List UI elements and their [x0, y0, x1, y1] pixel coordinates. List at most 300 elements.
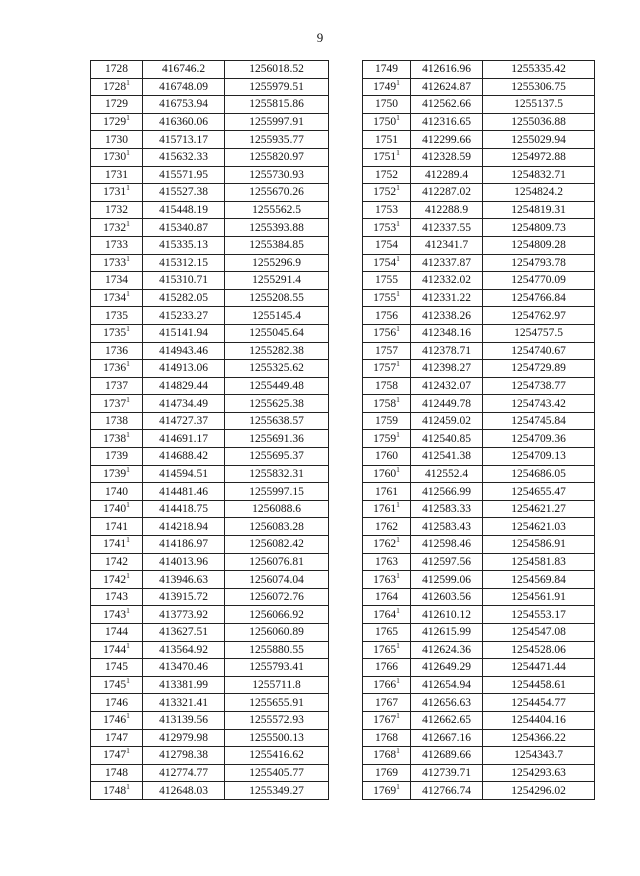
- point-number-cell: [91, 78, 143, 96]
- point-number: 1767: [375, 696, 398, 709]
- point-number: 1748: [105, 767, 128, 780]
- point-number-cell: [91, 219, 143, 237]
- point-number-cell: [91, 676, 143, 694]
- point-number: 1768: [373, 749, 397, 762]
- point-suffix: 1: [396, 113, 400, 123]
- table-row: [91, 553, 329, 571]
- table-row: [363, 465, 595, 483]
- y-coordinate-cell: 1255208.55: [225, 289, 329, 307]
- y-coordinate-cell: 1254819.31: [483, 201, 595, 219]
- table-row: [91, 465, 329, 483]
- coordinates-table-left: [90, 60, 329, 800]
- y-coordinate-cell: 1256060.89: [225, 624, 329, 642]
- y-coordinate-cell: 1254471.44: [483, 659, 595, 677]
- x-coordinate-cell: 412562.66: [411, 96, 483, 114]
- y-coordinate-cell: 1255137.5: [483, 96, 595, 114]
- point-number: 1764: [375, 591, 398, 604]
- point-number: 1751: [375, 133, 398, 146]
- y-coordinate-cell: 1254458.61: [483, 676, 595, 694]
- table-row: [91, 606, 329, 624]
- x-coordinate-cell: 413915.72: [143, 588, 225, 606]
- point-number: 1755: [375, 274, 398, 287]
- point-number: 1737: [105, 379, 128, 392]
- point-number: 1755: [373, 292, 397, 305]
- point-suffix: 1: [126, 218, 130, 228]
- table-row: [91, 641, 329, 659]
- y-coordinate-cell: 1254729.89: [483, 360, 595, 378]
- point-number: 1749: [375, 63, 398, 76]
- point-number-cell: [363, 254, 411, 272]
- y-coordinate-cell: 1255349.27: [225, 782, 329, 800]
- table-row: [91, 711, 329, 729]
- y-coordinate-cell: 1256088.6: [225, 500, 329, 518]
- point-suffix: 1: [126, 394, 130, 404]
- y-coordinate-cell: 1254553.17: [483, 606, 595, 624]
- x-coordinate-cell: 414913.06: [143, 360, 225, 378]
- point-number-cell: [363, 500, 411, 518]
- point-number-cell: [91, 96, 143, 114]
- point-number: 1762: [375, 520, 398, 533]
- point-number-cell: [91, 764, 143, 782]
- table-row: [363, 166, 595, 184]
- point-number: 1737: [103, 397, 127, 410]
- point-number: 1752: [375, 168, 398, 181]
- x-coordinate-cell: 412610.12: [411, 606, 483, 624]
- x-coordinate-cell: 414481.46: [143, 483, 225, 501]
- y-coordinate-cell: 1256083.28: [225, 518, 329, 536]
- point-suffix: 1: [126, 605, 130, 615]
- table-row: [91, 201, 329, 219]
- point-number-cell: [363, 588, 411, 606]
- y-coordinate-cell: 1254743.42: [483, 395, 595, 413]
- x-coordinate-cell: 416748.09: [143, 78, 225, 96]
- point-number-cell: [363, 360, 411, 378]
- table-row: [363, 711, 595, 729]
- x-coordinate-cell: 415335.13: [143, 236, 225, 254]
- point-number-cell: [91, 236, 143, 254]
- table-row: [91, 307, 329, 325]
- y-coordinate-cell: 1255997.91: [225, 113, 329, 131]
- y-coordinate-cell: 1254621.03: [483, 518, 595, 536]
- point-number-cell: [91, 641, 143, 659]
- point-number-cell: [363, 166, 411, 184]
- table-row: [363, 131, 595, 149]
- point-number: 1757: [373, 362, 397, 375]
- table-row: [363, 483, 595, 501]
- x-coordinate-cell: 412288.9: [411, 201, 483, 219]
- y-coordinate-cell: 1254809.73: [483, 219, 595, 237]
- x-coordinate-cell: 412979.98: [143, 729, 225, 747]
- y-coordinate-cell: 1254366.22: [483, 729, 595, 747]
- table-row: [91, 78, 329, 96]
- point-number-cell: [91, 571, 143, 589]
- point-suffix: 1: [396, 324, 400, 334]
- table-row: [91, 729, 329, 747]
- point-number: 1751: [373, 151, 397, 164]
- point-number: 1747: [105, 731, 128, 744]
- x-coordinate-cell: 413139.56: [143, 711, 225, 729]
- point-number: 1734: [105, 274, 128, 287]
- y-coordinate-cell: 1255820.97: [225, 148, 329, 166]
- point-number: 1739: [103, 467, 127, 480]
- point-number-cell: [363, 324, 411, 342]
- x-coordinate-cell: 412540.85: [411, 430, 483, 448]
- table-row: [363, 588, 595, 606]
- point-number: 1730: [103, 151, 127, 164]
- x-coordinate-cell: 412287.02: [411, 184, 483, 202]
- table-row: [91, 61, 329, 79]
- table-row: [363, 694, 595, 712]
- point-number-cell: [91, 201, 143, 219]
- x-coordinate-cell: 415141.94: [143, 324, 225, 342]
- x-coordinate-cell: 414594.51: [143, 465, 225, 483]
- table-row: [91, 184, 329, 202]
- point-number-cell: [91, 553, 143, 571]
- point-number: 1759: [375, 415, 398, 428]
- table-row: [91, 500, 329, 518]
- y-coordinate-cell: 1255029.94: [483, 131, 595, 149]
- x-coordinate-cell: 412766.74: [411, 782, 483, 800]
- y-coordinate-cell: 1254404.16: [483, 711, 595, 729]
- y-coordinate-cell: 1256082.42: [225, 536, 329, 554]
- y-coordinate-cell: 1254757.5: [483, 324, 595, 342]
- point-number-cell: [91, 448, 143, 466]
- table-row: [91, 448, 329, 466]
- x-coordinate-cell: 412597.56: [411, 553, 483, 571]
- page-number: 9: [316, 30, 324, 45]
- point-suffix: 1: [396, 500, 400, 510]
- point-number: 1754: [373, 256, 397, 269]
- x-coordinate-cell: 412739.71: [411, 764, 483, 782]
- point-number: 1731: [103, 186, 127, 199]
- point-number: 1733: [103, 256, 127, 269]
- x-coordinate-cell: 412289.4: [411, 166, 483, 184]
- x-coordinate-cell: 416360.06: [143, 113, 225, 131]
- table-row: [363, 606, 595, 624]
- x-coordinate-cell: 412583.43: [411, 518, 483, 536]
- point-number: 1730: [105, 133, 128, 146]
- table-row: [363, 764, 595, 782]
- table-row: [363, 395, 595, 413]
- point-number: 1761: [375, 485, 398, 498]
- x-coordinate-cell: 415340.87: [143, 219, 225, 237]
- table-row: [91, 113, 329, 131]
- point-number: 1758: [375, 379, 398, 392]
- y-coordinate-cell: 1255306.75: [483, 78, 595, 96]
- x-coordinate-cell: 412332.02: [411, 272, 483, 290]
- point-number-cell: [91, 377, 143, 395]
- x-coordinate-cell: 414418.75: [143, 500, 225, 518]
- table-row: [91, 483, 329, 501]
- point-number: 1764: [373, 608, 397, 621]
- point-number: 1736: [103, 362, 127, 375]
- x-coordinate-cell: 412598.46: [411, 536, 483, 554]
- point-number: 1741: [105, 520, 128, 533]
- y-coordinate-cell: 1254709.36: [483, 430, 595, 448]
- x-coordinate-cell: 412616.96: [411, 61, 483, 79]
- y-coordinate-cell: 1255449.48: [225, 377, 329, 395]
- y-coordinate-cell: 1254709.13: [483, 448, 595, 466]
- point-suffix: 1: [396, 429, 400, 439]
- point-number-cell: [363, 518, 411, 536]
- x-coordinate-cell: 412398.27: [411, 360, 483, 378]
- table-row: [91, 360, 329, 378]
- y-coordinate-cell: 1255793.41: [225, 659, 329, 677]
- point-suffix: 1: [126, 289, 130, 299]
- point-number: 1739: [105, 450, 128, 463]
- table-row: [91, 324, 329, 342]
- x-coordinate-cell: 412337.55: [411, 219, 483, 237]
- table-row: [91, 236, 329, 254]
- point-number: 1757: [375, 344, 398, 357]
- point-number: 1743: [103, 608, 127, 621]
- y-coordinate-cell: 1254832.71: [483, 166, 595, 184]
- table-row: [363, 113, 595, 131]
- point-number: 1742: [103, 573, 127, 586]
- point-number-cell: [91, 184, 143, 202]
- point-number: 1767: [373, 714, 397, 727]
- point-number: 1738: [103, 432, 127, 445]
- point-number: 1749: [373, 80, 397, 93]
- x-coordinate-cell: 414013.96: [143, 553, 225, 571]
- point-suffix: 1: [396, 183, 400, 193]
- x-coordinate-cell: 415233.27: [143, 307, 225, 325]
- x-coordinate-cell: 415310.71: [143, 272, 225, 290]
- x-coordinate-cell: 412662.65: [411, 711, 483, 729]
- point-number-cell: [91, 342, 143, 360]
- y-coordinate-cell: 1254738.77: [483, 377, 595, 395]
- y-coordinate-cell: 1254454.77: [483, 694, 595, 712]
- y-coordinate-cell: 1255691.36: [225, 430, 329, 448]
- table-row: [91, 96, 329, 114]
- point-number: 1756: [373, 327, 397, 340]
- point-number: 1750: [375, 98, 398, 111]
- point-number-cell: [363, 641, 411, 659]
- x-coordinate-cell: 415632.33: [143, 148, 225, 166]
- point-number: 1762: [373, 538, 397, 551]
- y-coordinate-cell: 1254655.47: [483, 483, 595, 501]
- point-number-cell: [91, 166, 143, 184]
- table-row: [91, 219, 329, 237]
- x-coordinate-cell: 415713.17: [143, 131, 225, 149]
- point-number-cell: [91, 360, 143, 378]
- x-coordinate-cell: 414727.37: [143, 412, 225, 430]
- table-row: [363, 729, 595, 747]
- x-coordinate-cell: 413946.63: [143, 571, 225, 589]
- y-coordinate-cell: 1255562.5: [225, 201, 329, 219]
- table-row: [363, 500, 595, 518]
- x-coordinate-cell: 414186.97: [143, 536, 225, 554]
- table-row: [91, 624, 329, 642]
- point-number: 1763: [373, 573, 397, 586]
- point-number: 1758: [373, 397, 397, 410]
- point-suffix: 1: [396, 289, 400, 299]
- x-coordinate-cell: 412798.38: [143, 747, 225, 765]
- point-suffix: 1: [126, 746, 130, 756]
- table-row: [91, 289, 329, 307]
- x-coordinate-cell: 415448.19: [143, 201, 225, 219]
- point-number-cell: [91, 324, 143, 342]
- point-number: 1763: [375, 555, 398, 568]
- point-number: 1745: [105, 661, 128, 674]
- y-coordinate-cell: 1254809.28: [483, 236, 595, 254]
- table-row: [363, 78, 595, 96]
- point-number: 1735: [103, 327, 127, 340]
- point-suffix: 1: [126, 781, 130, 791]
- y-coordinate-cell: 1254972.88: [483, 148, 595, 166]
- point-suffix: 1: [396, 78, 400, 87]
- point-number-cell: [363, 553, 411, 571]
- point-number: 1733: [105, 239, 128, 252]
- point-number-cell: [363, 483, 411, 501]
- coordinates-table-right: [362, 60, 595, 800]
- point-number: 1740: [103, 503, 127, 516]
- y-coordinate-cell: 1255638.57: [225, 412, 329, 430]
- point-number-cell: [91, 272, 143, 290]
- x-coordinate-cell: 416753.94: [143, 96, 225, 114]
- point-number: 1747: [103, 749, 127, 762]
- table-row: [363, 342, 595, 360]
- point-number-cell: [91, 289, 143, 307]
- point-suffix: 1: [126, 148, 130, 158]
- point-number-cell: [91, 659, 143, 677]
- point-number-cell: [363, 571, 411, 589]
- x-coordinate-cell: 413627.51: [143, 624, 225, 642]
- y-coordinate-cell: 1255291.4: [225, 272, 329, 290]
- point-number-cell: [363, 782, 411, 800]
- table-row: [91, 342, 329, 360]
- y-coordinate-cell: 1255572.93: [225, 711, 329, 729]
- point-suffix: 1: [396, 148, 400, 158]
- table-row: [91, 747, 329, 765]
- y-coordinate-cell: 1255036.88: [483, 113, 595, 131]
- table-row: [363, 254, 595, 272]
- point-suffix: 1: [396, 359, 400, 369]
- point-number: 1765: [373, 643, 397, 656]
- x-coordinate-cell: 412331.22: [411, 289, 483, 307]
- table-row: [91, 148, 329, 166]
- x-coordinate-cell: 412459.02: [411, 412, 483, 430]
- table-row: [363, 659, 595, 677]
- point-number-cell: [363, 184, 411, 202]
- point-number: 1744: [103, 643, 127, 656]
- y-coordinate-cell: 1255979.51: [225, 78, 329, 96]
- point-suffix: 1: [396, 711, 400, 721]
- point-number-cell: [91, 254, 143, 272]
- point-number: 1761: [373, 503, 397, 516]
- point-number-cell: [91, 395, 143, 413]
- point-number-cell: [363, 289, 411, 307]
- y-coordinate-cell: 1255325.62: [225, 360, 329, 378]
- y-coordinate-cell: 1256018.52: [225, 61, 329, 79]
- point-number-cell: [363, 272, 411, 290]
- table-row: [91, 764, 329, 782]
- point-number-cell: [363, 659, 411, 677]
- point-number: 1754: [375, 239, 398, 252]
- y-coordinate-cell: 1255405.77: [225, 764, 329, 782]
- x-coordinate-cell: 416746.2: [143, 61, 225, 79]
- point-number: 1765: [375, 626, 398, 639]
- table-row: [91, 518, 329, 536]
- point-number-cell: [91, 483, 143, 501]
- y-coordinate-cell: 1254586.91: [483, 536, 595, 554]
- point-suffix: 1: [126, 500, 130, 510]
- point-number-cell: [363, 448, 411, 466]
- point-number: 1760: [373, 467, 397, 480]
- x-coordinate-cell: 414691.17: [143, 430, 225, 448]
- x-coordinate-cell: 412624.36: [411, 641, 483, 659]
- table-row: [363, 430, 595, 448]
- point-number: 1766: [375, 661, 398, 674]
- x-coordinate-cell: 414734.49: [143, 395, 225, 413]
- y-coordinate-cell: 1254343.7: [483, 747, 595, 765]
- point-number-cell: [363, 307, 411, 325]
- point-number-cell: [363, 536, 411, 554]
- table-row: [363, 641, 595, 659]
- y-coordinate-cell: 1254770.09: [483, 272, 595, 290]
- y-coordinate-cell: 1255832.31: [225, 465, 329, 483]
- point-number-cell: [91, 747, 143, 765]
- point-suffix: 1: [126, 183, 130, 193]
- y-coordinate-cell: 1255711.8: [225, 676, 329, 694]
- x-coordinate-cell: 412624.87: [411, 78, 483, 96]
- y-coordinate-cell: 1255997.15: [225, 483, 329, 501]
- y-coordinate-cell: 1254824.2: [483, 184, 595, 202]
- point-number-cell: [91, 588, 143, 606]
- point-number: 1760: [375, 450, 398, 463]
- point-number-cell: [91, 536, 143, 554]
- y-coordinate-cell: 1255880.55: [225, 641, 329, 659]
- y-coordinate-cell: 1254621.27: [483, 500, 595, 518]
- point-number: 1768: [375, 731, 398, 744]
- y-coordinate-cell: 1254740.67: [483, 342, 595, 360]
- point-number-cell: [91, 782, 143, 800]
- point-number-cell: [363, 377, 411, 395]
- point-number-cell: [91, 61, 143, 79]
- x-coordinate-cell: 412615.99: [411, 624, 483, 642]
- table-row: [363, 448, 595, 466]
- table-row: [363, 236, 595, 254]
- point-number: 1732: [105, 204, 128, 217]
- table-row: [91, 377, 329, 395]
- point-number: 1753: [375, 204, 398, 217]
- x-coordinate-cell: 412667.16: [411, 729, 483, 747]
- table-row: [363, 518, 595, 536]
- table-row: [363, 747, 595, 765]
- point-number-cell: [363, 624, 411, 642]
- point-suffix: 1: [396, 605, 400, 615]
- y-coordinate-cell: 1254793.78: [483, 254, 595, 272]
- point-suffix: 1: [396, 218, 400, 228]
- table-row: [363, 61, 595, 79]
- x-coordinate-cell: 412654.94: [411, 676, 483, 694]
- y-coordinate-cell: 1254686.05: [483, 465, 595, 483]
- point-number-cell: [363, 412, 411, 430]
- point-number-cell: [363, 78, 411, 96]
- point-number: 1735: [105, 309, 128, 322]
- point-number-cell: [91, 148, 143, 166]
- point-number-cell: [363, 711, 411, 729]
- point-number: 1729: [105, 98, 128, 111]
- table-row: [91, 536, 329, 554]
- y-coordinate-cell: 1255384.85: [225, 236, 329, 254]
- point-number: 1748: [103, 784, 127, 797]
- table-row: [363, 360, 595, 378]
- y-coordinate-cell: 1254569.84: [483, 571, 595, 589]
- y-coordinate-cell: 1254745.84: [483, 412, 595, 430]
- point-number: 1731: [105, 168, 128, 181]
- point-number-cell: [363, 694, 411, 712]
